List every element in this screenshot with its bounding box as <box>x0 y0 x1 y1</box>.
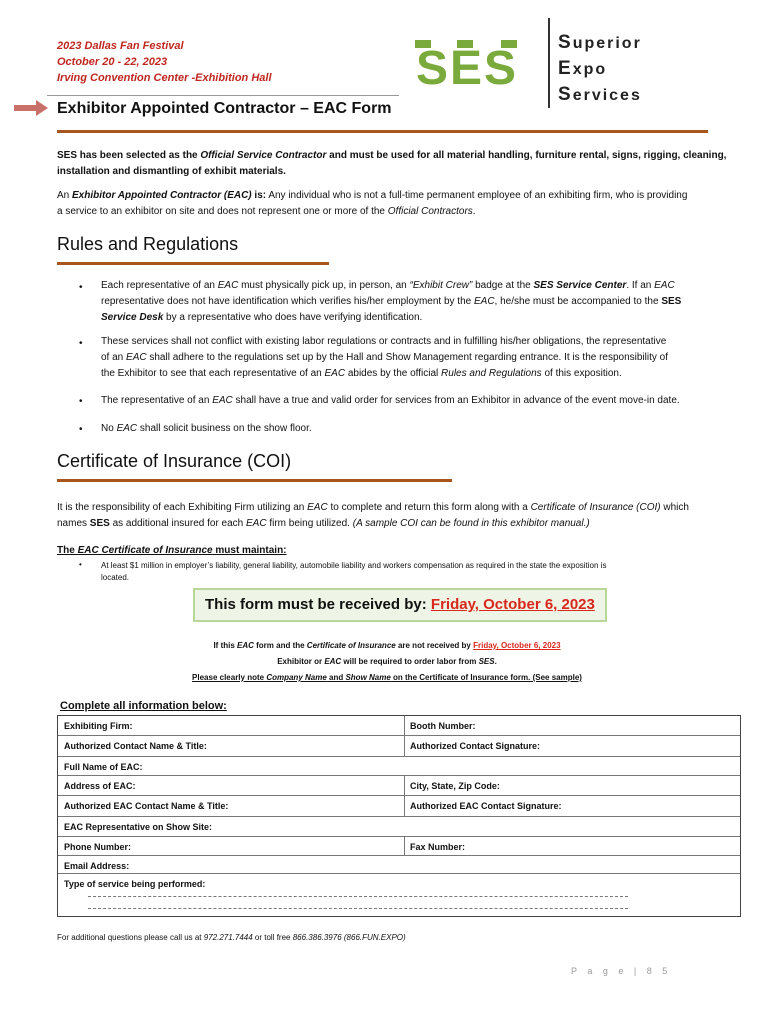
logo-divider <box>548 18 550 108</box>
booth-number-field[interactable]: Booth Number: <box>410 721 476 731</box>
form-row <box>58 756 740 775</box>
form-row <box>58 816 740 836</box>
service-type-field[interactable]: Type of service being performed: <box>64 879 206 889</box>
eac-info-form <box>57 715 741 917</box>
form-row <box>58 855 740 873</box>
exhibiting-firm-field[interactable]: Exhibiting Firm: <box>64 721 133 731</box>
form-title: Exhibitor Appointed Contractor – EAC Form <box>57 100 392 117</box>
email-field[interactable]: Email Address: <box>64 861 130 871</box>
form-row <box>58 735 740 756</box>
bullet-icon: • <box>79 338 83 349</box>
authorized-signature-field[interactable]: Authorized Contact Signature: <box>410 741 540 751</box>
bullet-icon: • <box>79 396 83 407</box>
form-row <box>58 795 740 816</box>
fax-field[interactable]: Fax Number: <box>410 842 466 852</box>
rules-bullet-4: No EAC shall solicit business on the show floor. <box>101 423 312 434</box>
coi-paragraph: It is the responsibility of each Exhibiting Firm utilizing an EAC to complete and return this form along with a Certificate of Insurance (COI) which names SES as additional insured for each EAC firm being utilized. (A sample COI can be found in this exhibitor manual.) <box>57 502 689 529</box>
intro-paragraph-2: An Exhibitor Appointed Contractor (EAC) is: Any individual who is not a full-time permanent employee of an exhibiting firm, who is providing a service to an exhibitor on site and does not represent one or more of the Official Contractors. <box>57 190 688 217</box>
service-type-line[interactable] <box>88 896 628 898</box>
eac-representative-field[interactable]: EAC Representative on Show Site: <box>64 822 213 832</box>
ses-logo <box>397 40 537 92</box>
city-state-zip-field[interactable]: City, State, Zip Code: <box>410 781 500 791</box>
bullet-icon: • <box>79 424 83 435</box>
eac-address-field[interactable]: Address of EAC: <box>64 781 136 791</box>
brand-name: Superior Expo Services <box>558 32 642 105</box>
coi-requirement: At least $1 million in employer’s liability, general liability, automobile liability and workers compensation as required in the state the exposition is located. <box>101 561 607 582</box>
arrow-right-icon <box>14 100 48 116</box>
bullet-icon: • <box>79 282 83 293</box>
eac-full-name-field[interactable]: Full Name of EAC: <box>64 762 143 772</box>
rules-bullet-2: These services shall not conflict with existing labor regulations or contracts and in fulfilling his/her obligations, the representative of an EAC shall adhere to the regulations set up by the Hall and Show Management regarding entrance. It is the responsibility of the Exhibitor to see that each representative of an EAC abides by the official Rules and Regulations of this exposition. <box>101 336 669 379</box>
rules-rule <box>57 262 329 265</box>
form-heading: Complete all information below: <box>60 700 227 712</box>
logo-letters: SES <box>415 42 519 92</box>
event-info <box>57 38 272 86</box>
phone-field[interactable]: Phone Number: <box>64 842 132 852</box>
deadline-notice: If this EAC form and the Certificate of Insurance are not received by Friday, October 6, 2023 Exhibitor or EAC will be required to order labor from SES. Please clearly note Company Name and Show Name on the Certificate of Insurance form. (See sample) <box>192 641 582 682</box>
footer-contact: For additional questions please call us at 972.271.7444 or toll free 866.386.3976 (866.FUN.EXPO) <box>57 933 406 942</box>
form-row <box>58 775 740 795</box>
bullet-icon: • <box>79 560 82 569</box>
coi-heading: Certificate of Insurance (COI) <box>57 451 292 471</box>
eac-signature-field[interactable]: Authorized EAC Contact Signature: <box>410 801 562 811</box>
page-number: P a g e | 8 5 <box>571 966 672 976</box>
coi-rule <box>57 479 452 482</box>
coi-maintain-label: The EAC Certificate of Insurance must maintain: <box>57 545 287 556</box>
form-row <box>58 873 740 916</box>
eac-contact-field[interactable]: Authorized EAC Contact Name & Title: <box>64 801 229 811</box>
rules-bullet-3: The representative of an EAC shall have a true and valid order for services from an Exhibitor in advance of the event move-in date. <box>101 395 680 406</box>
deadline-text: This form must be received by: Friday, October 6, 2023 <box>205 596 595 613</box>
header-divider <box>47 95 399 96</box>
intro-paragraph-1: SES has been selected as the Official Service Contractor and must be used for all material handling, furniture rental, signs, rigging, cleaning, installation and dismantling of exhibit materials. <box>57 150 727 177</box>
event-name: 2023 Dallas Fan Festival <box>57 40 184 52</box>
rules-heading: Rules and Regulations <box>57 234 239 254</box>
form-row <box>58 836 740 855</box>
title-rule <box>57 130 708 133</box>
service-type-line[interactable] <box>88 908 628 910</box>
event-venue: Irving Convention Center -Exhibition Hall <box>57 72 272 84</box>
form-row <box>58 716 740 735</box>
event-dates: October 20 - 22, 2023 <box>57 56 168 68</box>
rules-bullet-1: Each representative of an EAC must physically pick up, in person, an “Exhibit Crew” badge at the SES Service Center. If an EAC representative does not have identification which verifies his/her employment by the EAC, he/she must be accompanied to the SES Service Desk by a representative who does have verifying identification. <box>101 280 682 323</box>
authorized-contact-field[interactable]: Authorized Contact Name & Title: <box>64 741 207 751</box>
